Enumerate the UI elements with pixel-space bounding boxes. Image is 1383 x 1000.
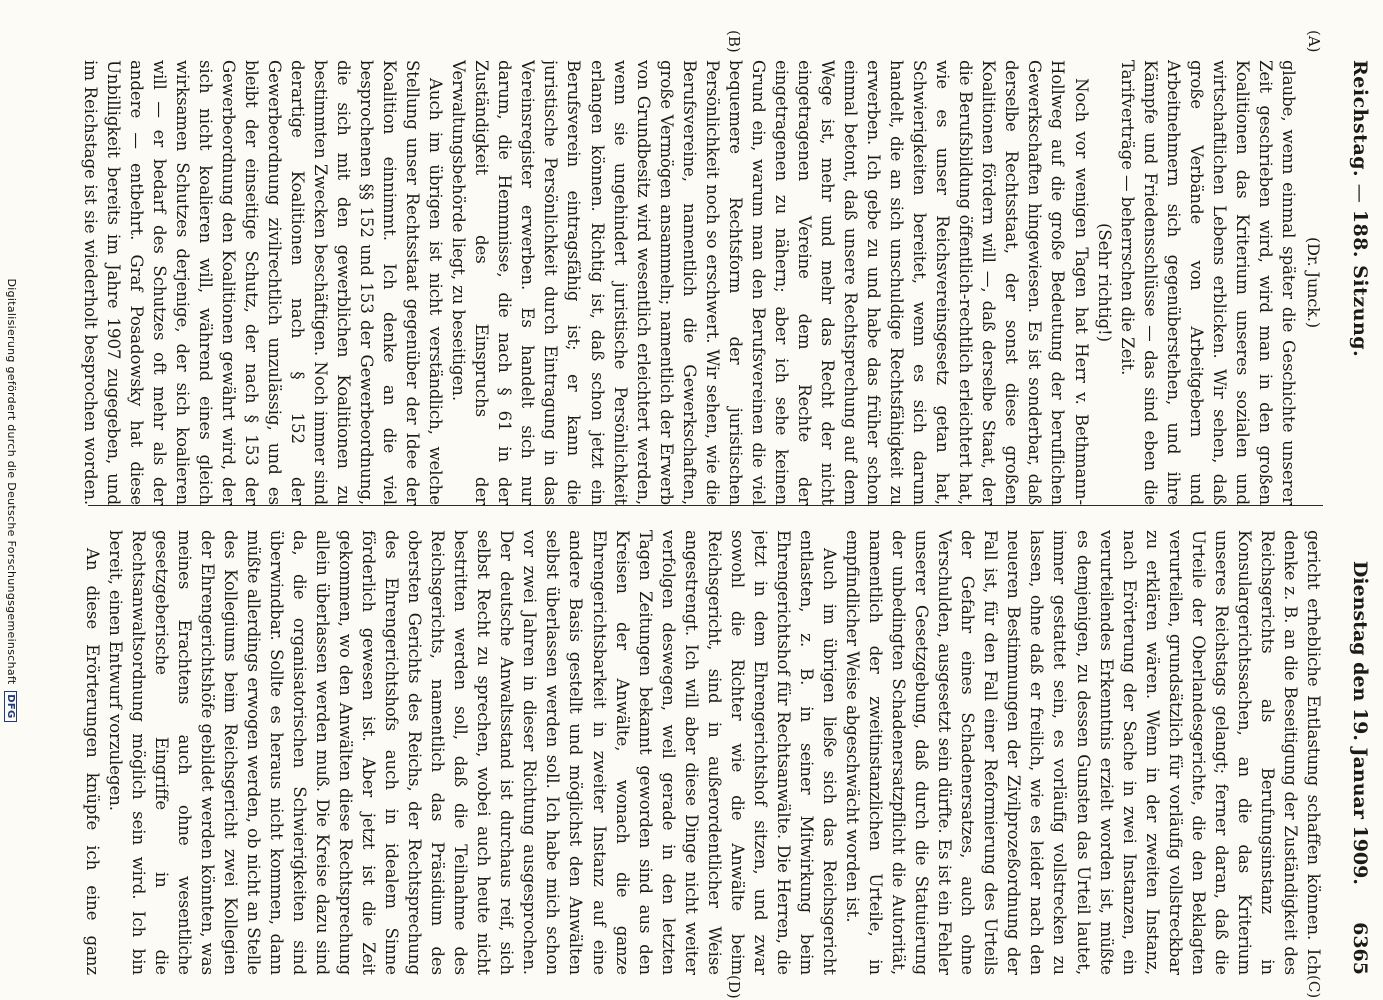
- paragraph: An diese Erörterungen knüpfe ich eine ganz: [82, 548, 102, 975]
- right-column: [80, 530, 1325, 975]
- margin-marker-b: (B): [725, 30, 743, 53]
- dfg-logo: DFG: [4, 691, 17, 721]
- margin-marker-d: (D): [725, 975, 743, 999]
- left-column: [80, 60, 1325, 505]
- header-separator: —: [1349, 177, 1371, 210]
- paragraph: Noch vor wenigen Tagen hat Herr v. Bethmann-Hollweg auf die große Bedeutung der beruflichen Gewerkschaften hingewiesen. Es ist sonderbar, daß derselbe Rechtsstaat, der sonst diese großen Koalitionen fördern will —, daß derselbe Staat, der die Berufsbildung öffentlich-rechtlich erleichtert hat, wie es unser Reichsvereinsgesetz getan hat, Schwierigkeiten bereitet, wenn es sich darum handelt, die an sich unschuldige Rechtsfähigkeit zu erwerben. Ich gebe zu und habe das früher schon einmal betont, daß unsere Rechtsprechung auf dem Wege ist, mehr und mehr das Recht der nicht eingetragenen Vereine dem Rechte der eingetragenen zu nähern; aber ich sehe keinen Grund ein, warum man den Berufsvereinen die viel bequemere Rechtsform der juristischen Persönlichkeit noch so erschwert. Wir sehen, wie die Berufsvereine, namentlich die Gewerkschaften, große Vermögen ansammeln; namentlich der Erwerb von Grundbesitz wird wesentlich erleichtert werden, wenn sie ungehindert juristische Persönlichkeit erlangen können. Richtig ist, daß schon jetzt ein Berufsverein eintragsfähig ist; er kann die juristische Persönlichkeit durch Eintragung in das Vereinsregister erwerben. Es handelt sich nur darum, die Hemmnisse, die nach § 61 in der Zuständigkeit des Einspruchs der Verwaltungsbehörde liegt, zu beseitigen.: [449, 60, 1091, 505]
- header-left: [1349, 60, 1371, 357]
- paragraph: gericht erhebliche Entlastung schaffen können. Ich denke z. B. an die Beseitigung der Zuständigkeit des Reichsgerichts als Berufungsinstanz in Konsulargerichtssachen, an die das Kriterium unseres Reichstags gelangt; ferner daran, daß die Urteile der Oberlandesgerichte, die den Beklagten verurteilen, grundsätzlich für vorläufig vollstreckbar zu erklären wären. Wenn in der zweiten Instanz, nach Erörterung der Sache in zwei Instanzen, ein verurteilendes Erkenntnis erzielt worden ist, müßte es demjenigen, zu dessen Gunsten das Urteil lautet, immer gestattet sein, es vorläufig vollstrecken zu lassen, ohne daß er freilich, wie es leider nach den neueren Bestimmungen der Zivilprozeßordnung der Fall ist, für den Fall einer Reformierung des Urteils der Gefahr eines Schadenersatzes, auch ohne Verschulden, ausgesetzt sein dürfte. Es ist ein Fehler unserer Gesetzgebung, daß durch die Statuierung der unbedingten Schadenersatzpflicht die Autorität, namentlich der zweitinstanzlichen Urteile, in empfindlicher Weise abgeschwächt worden ist.: [843, 530, 1323, 975]
- speaker-label: (Dr. Junck.): [1304, 237, 1323, 328]
- header-date: Dienstag den 19. Januar 1909.: [1349, 560, 1371, 885]
- margin-marker-c: (C): [1305, 975, 1323, 999]
- column-divider: [88, 505, 1323, 506]
- paragraph: Auch im übrigen ließe sich das Reichsgericht entlasten, z. B. in seiner Mitwirkung beim Ehrengerichtshof für Rechtsanwälte. Die Herren, die jetzt in dem Ehrengerichtshof sitzen, und zwar sowohl die Richter wie die Anwälte beim Reichsgericht, sind in außerordentlicher Weise angestrengt. Ich will aber diese Dinge nicht weiter verfolgen deswegen, weil gerade in den letzten Tagen Zeitungen bekannt geworden sind aus den Kreisen der Anwälte, wonach die ganze Ehrengerichtsbarkeit in zweiter Instanz auf eine andere Basis gestellt und möglichst den Anwälten selbst überlassen werden soll. Ich habe mich schon vor zwei Jahren in dieser Richtung ausgesprochen. Der deutsche Anwaltsstand ist durchaus reif, sich selbst Recht zu sprechen, wobei auch heute nicht bestritten werden soll, daß die Teilnahme des Reichsgerichts, namentlich das Präsidium des obersten Gerichts des Reichs, der Rechtsprechung des Ehrengerichtshofs auch in idealem Sinne förderlich gewesen ist. Aber jetzt ist die Zeit gekommen, wo den Anwälten diese Rechtsprechung allein überlassen werden muß. Die Kreise dazu sind da, die organisatorischen Schwierigkeiten sind überwindbar. Sollte es heraus nicht kommen, dann müßte allerdings erwogen werden, ob nicht an Stelle des Kollegiums beim Reichsgericht zwei Kollegien der Ehrengerichtshöfe gebildet werden könnten, was meines Erachtens auch ohne wesentliche gesetzgeberische Eingriffe in die Rechtsanwaltsordnung möglich sein wird. Ich bin bereit, einen Entwurf vorzulegen.: [105, 530, 840, 975]
- page-number: 6365: [1349, 922, 1371, 975]
- header-title: Reichstag.: [1349, 60, 1371, 178]
- margin-marker-a: (A): [1305, 30, 1323, 53]
- page-header: [1331, 60, 1371, 975]
- paragraph: Auch im übrigen ist nicht verständlich, welche Stellung unser Rechtsstaat gegenüber der Idee der Koalition einnimmt. Ich denke an die viel besprochenen §§ 152 und 153 der Gewerbeordnung, die sich mit den gewerblichen Koalitionen zu bestimmten Zwecken beschäftigen. Noch immer sind derartige Koalitionen nach § 152 der Gewerbeordnung zivilrechtlich unzulässig, und es bleibt der einseitige Schutz, der nach § 153 der Gewerbeordnung den Koalitionen gewährt wird, der sich nicht koalieren will, während eines gleich wirksamen Schutzes derjenige, der sich koalieren will — er bedarf des Schutzes oft mehr als der andere — entbehrt. Graf Posadowsky hat diese Unbilligkeit bereits im Jahre 1907 zugegeben, und im Reichstage ist sie wiederholt besprochen worden.: [80, 60, 446, 505]
- credit-text: Digitalisierung gefördert durch die Deutsche Forschungsgemeinschaft: [5, 278, 18, 685]
- paragraph: glaube, wenn einmal später die Geschichte unserer Zeit geschrieben wird, wird man in den großen Koalitionen das Kriterium unseres sozialen und wirtschaftlichen Lebens erblicken. Wir sehen, daß große Verbände von Arbeitgebern und Arbeitnehmern sich gegenüberstehen, und ihre Kämpfe und Friedensschlüsse — das sind eben die Tarifverträge — beherrschen die Zeit.: [1117, 60, 1298, 505]
- header-session: 188. Sitzung.: [1349, 209, 1371, 358]
- digitization-credit: [4, 0, 18, 1000]
- interjection: (Sehr richtig!): [1094, 222, 1114, 342]
